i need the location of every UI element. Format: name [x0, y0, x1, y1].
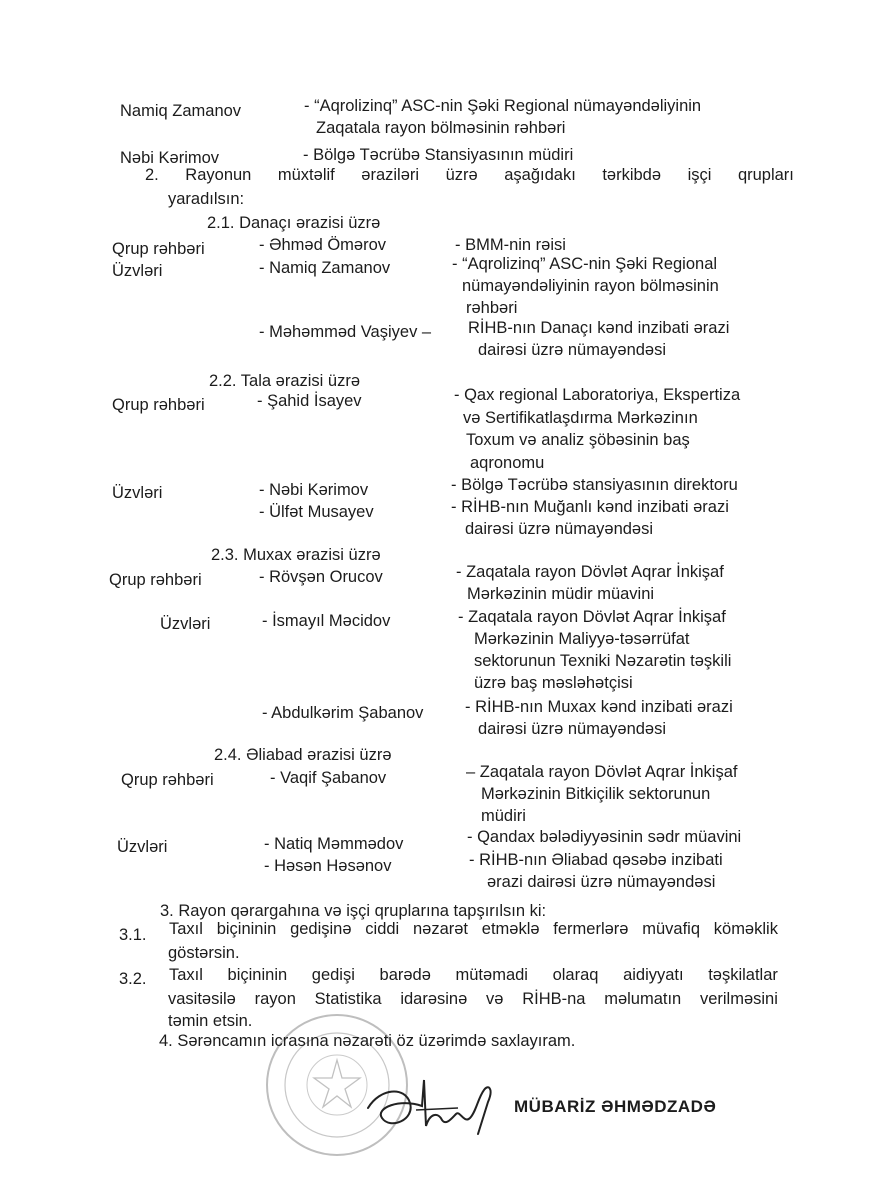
word: Taxıl	[169, 920, 203, 938]
word: rayon	[254, 990, 296, 1008]
point-4: 4. Sərəncamın icrasına nəzarəti öz üzərimdə saxlayıram.	[159, 1032, 576, 1050]
row-label: Qrup rəhbəri	[112, 240, 205, 258]
word: Rayonun	[185, 166, 252, 184]
member-name: - Natiq Məmmədov	[264, 835, 404, 853]
handwritten-signature-icon	[360, 1068, 510, 1140]
member-name: - Abdulkərim Şabanov	[262, 704, 424, 722]
word: verilməsini	[699, 990, 778, 1008]
row-label: Qrup rəhbəri	[121, 771, 214, 789]
member-name: - Məhəmməd Vaşiyev –	[259, 323, 432, 341]
point-number: 3.1.	[119, 926, 147, 944]
word: olaraq	[552, 966, 599, 984]
word: vasitəsilə	[168, 990, 236, 1008]
word: biçininin	[216, 920, 277, 938]
point-3-1-line: göstərsin.	[168, 944, 240, 962]
point-3-1-line	[169, 920, 778, 939]
member-role: müdiri	[481, 807, 526, 825]
point-2-line: yaradılsın:	[168, 190, 245, 208]
word: işçi	[687, 166, 712, 184]
word: qrupları	[737, 166, 794, 184]
word: aşağıdakı	[504, 166, 576, 184]
word: fermerlərə	[553, 920, 629, 938]
member-role: - Zaqatala rayon Dövlət Aqrar İnkişaf	[456, 563, 724, 581]
member-name: Namiq Zamanov	[120, 102, 242, 120]
word: ciddi	[365, 920, 400, 938]
member-role: - BMM-nin rəisi	[455, 236, 566, 254]
member-role: Toxum və analiz şöbəsinin baş	[466, 431, 690, 449]
member-name: - Nəbi Kərimov	[259, 481, 369, 499]
word: aidiyyatı	[623, 966, 684, 984]
word: nəzarət	[412, 920, 469, 938]
word: təşkilatlar	[708, 966, 778, 984]
member-name: - Şahid İsayev	[257, 392, 362, 410]
member-name: - Rövşən Orucov	[259, 568, 383, 586]
member-role: - RİHB-nın Muxax kənd inzibati ərazi	[465, 698, 733, 716]
member-role: rəhbəri	[466, 299, 518, 317]
member-role: - “Aqrolizinq” ASC-nin Şəki Regional	[452, 255, 718, 273]
word: Taxıl	[169, 966, 203, 984]
word: və	[486, 990, 504, 1008]
point-3-2-line: təmin etsin.	[168, 1012, 253, 1030]
member-role: - Bölgə Təcrübə Stansiyasının müdiri	[303, 146, 574, 164]
member-role: - RİHB-nın Muğanlı kənd inzibati ərazi	[451, 498, 729, 516]
member-name: - Ülfət Musayev	[259, 503, 374, 521]
member-role: RİHB-nın Danaçı kənd inzibati ərazi	[468, 319, 730, 337]
member-name: Nəbi Kərimov	[120, 149, 220, 167]
member-role: Mərkəzinin Maliyyə-təsərrüfat	[474, 630, 690, 648]
word: gedişinə	[290, 920, 352, 938]
word: müvafiq	[642, 920, 701, 938]
group-heading: 2.1. Danaçı ərazisi üzrə	[207, 214, 381, 232]
word: gedişi	[311, 966, 355, 984]
member-role: dairəsi üzrə nümayəndəsi	[478, 341, 667, 359]
group-heading: 2.3. Muxax ərazisi üzrə	[211, 546, 381, 564]
member-name: - Namiq Zamanov	[259, 259, 391, 277]
word: məlumatın	[604, 990, 682, 1008]
group-heading: 2.4. Əliabad ərazisi üzrə	[214, 746, 392, 764]
member-role: Zaqatala rayon bölməsinin rəhbəri	[316, 119, 566, 137]
word: barədə	[379, 966, 431, 984]
member-role: - Qandax bələdiyyəsinin sədr müavini	[467, 828, 742, 846]
member-role: – Zaqatala rayon Dövlət Aqrar İnkişaf	[466, 763, 738, 781]
member-name: - Əhməd Ömərov	[259, 236, 387, 254]
member-name: - Həsən Həsənov	[264, 857, 392, 875]
word: idarəsinə	[400, 990, 468, 1008]
group-heading: 2.2. Tala ərazisi üzrə	[209, 372, 361, 390]
member-role: dairəsi üzrə nümayəndəsi	[465, 520, 654, 538]
point-3-2-line	[168, 990, 778, 1009]
row-label: Üzvləri	[112, 484, 163, 502]
member-role: aqronomu	[470, 454, 545, 472]
word: köməklik	[713, 920, 778, 938]
member-role: və Sertifikatlaşdırma Mərkəzinın	[463, 409, 698, 427]
member-role: - “Aqrolizinq” ASC-nin Şəki Regional nümayəndəliyinin	[304, 97, 702, 115]
row-label: Üzvləri	[160, 615, 211, 633]
word: etməklə	[481, 920, 540, 938]
member-role: - Zaqatala rayon Dövlət Aqrar İnkişaf	[458, 608, 726, 626]
row-label: Qrup rəhbəri	[112, 396, 205, 414]
member-role: Mərkəzinin müdir müavini	[467, 585, 655, 603]
word: biçininin	[227, 966, 288, 984]
member-role: - RİHB-nın Əliabad qəsəbə inzibati	[469, 851, 723, 869]
word: müxtəlif	[277, 166, 335, 184]
member-role: üzrə baş məsləhətçisi	[474, 674, 633, 692]
word: əraziləri	[361, 166, 420, 184]
row-label: Qrup rəhbəri	[109, 571, 202, 589]
word: Statistika	[314, 990, 382, 1008]
word: tərkibdə	[602, 166, 662, 184]
word: RİHB-na	[522, 990, 586, 1008]
member-name: - Vaqif Şabanov	[270, 769, 387, 787]
member-role: - Qax regional Laboratoriya, Ekspertiza	[454, 386, 741, 404]
member-role: ərazi dairəsi üzrə nümayəndəsi	[487, 873, 716, 891]
member-name: - İsmayıl Məcidov	[262, 612, 391, 630]
row-label: Üzvləri	[117, 838, 168, 856]
signatory-name: MÜBARİZ ƏHMƏDZADƏ	[514, 1097, 717, 1116]
row-label: Üzvləri	[112, 262, 163, 280]
member-role: sektorunun Texniki Nəzarətin təşkili	[474, 652, 732, 670]
member-role: dairəsi üzrə nümayəndəsi	[478, 720, 667, 738]
word: 2.	[145, 166, 159, 184]
point-3-2-line	[169, 966, 778, 985]
point-number: 3.2.	[119, 970, 147, 988]
point-2-line	[145, 166, 794, 185]
point-3: 3. Rayon qərargahına və işçi qruplarına tapşırılsın ki:	[160, 902, 547, 920]
word: mütəmadi	[455, 966, 528, 984]
member-role: nümayəndəliyinin rayon bölməsinin	[462, 277, 719, 295]
word: üzrə	[445, 166, 478, 184]
member-role: - Bölgə Təcrübə stansiyasının direktoru	[451, 476, 738, 494]
member-role: Mərkəzinin Bitkiçilik sektorunun	[481, 785, 711, 803]
